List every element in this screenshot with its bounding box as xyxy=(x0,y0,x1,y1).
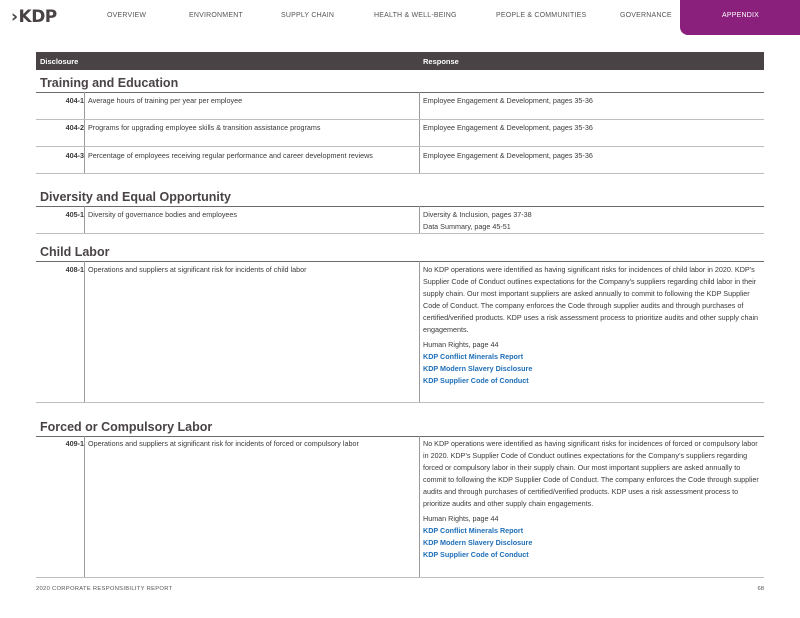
section-title-training: Training and Education xyxy=(40,76,179,90)
row-disclosure: Percentage of employees receiving regular performance and career development reviews xyxy=(88,151,373,160)
nav-supply-chain[interactable]: SUPPLY CHAIN xyxy=(281,12,335,19)
column-divider xyxy=(84,92,85,173)
column-header-disclosure: Disclosure xyxy=(40,57,79,66)
footer-page-number: 68 xyxy=(757,586,764,592)
row-code: 409-1 xyxy=(65,439,84,448)
link-conflict-minerals-report[interactable]: KDP Conflict Minerals Report xyxy=(423,526,524,535)
column-divider xyxy=(419,206,420,233)
link-modern-slavery-disclosure[interactable]: KDP Modern Slavery Disclosure xyxy=(423,364,533,373)
row-code: 404-3 xyxy=(65,151,84,160)
nav-environment[interactable]: ENVIRONMENT xyxy=(189,12,243,19)
link-modern-slavery-disclosure[interactable]: KDP Modern Slavery Disclosure xyxy=(423,538,533,547)
response-line: Data Summary, page 45-51 xyxy=(423,222,511,231)
row-response: Employee Engagement & Development, pages 35-36 xyxy=(423,123,593,132)
row-code: 408-1 xyxy=(65,265,84,274)
column-divider xyxy=(84,436,85,577)
row-response: Employee Engagement & Development, pages 35-36 xyxy=(423,151,593,160)
row-response xyxy=(423,209,763,233)
response-text: No KDP operations were identified as having significant risks for incidences of child labor in 2020. KDP’s Supplier Code of Conduct outlines expectations for the Company’s suppliers regarding child labor in their supply chain. Our most important suppliers are asked annually to commit to following the KDP Supplier Code of Conduct. The company enforces the Code through supplier audits and through purchases of certified/verified products. KDP uses a risk assessment process to prioritize audits and other supply chain engagements. xyxy=(423,265,759,334)
row-disclosure: Operations and suppliers at significant risk for incidents of forced or compulsory labor xyxy=(88,439,359,448)
response-line: Diversity & Inclusion, pages 37-38 xyxy=(423,210,532,219)
nav-health-well-being[interactable]: HEALTH & WELL-BEING xyxy=(374,12,457,19)
table-header xyxy=(36,52,764,70)
row-response xyxy=(423,264,763,387)
row-disclosure: Average hours of training per year per employee xyxy=(88,96,243,105)
divider xyxy=(36,261,764,262)
nav-people-communities[interactable]: PEOPLE & COMMUNITIES xyxy=(496,12,587,19)
response-reference: Human Rights, page 44 xyxy=(423,514,499,523)
row-code: 405-1 xyxy=(65,210,84,219)
nav-governance[interactable]: GOVERNANCE xyxy=(620,12,672,19)
nav-appendix[interactable]: APPENDIX xyxy=(680,0,800,35)
column-divider xyxy=(419,261,420,402)
divider xyxy=(36,206,764,207)
link-supplier-code-of-conduct[interactable]: KDP Supplier Code of Conduct xyxy=(423,550,529,559)
row-disclosure: Operations and suppliers at significant risk for incidents of child labor xyxy=(88,265,307,274)
column-header-response: Response xyxy=(423,57,459,66)
link-conflict-minerals-report[interactable]: KDP Conflict Minerals Report xyxy=(423,352,524,361)
row-response xyxy=(423,438,763,561)
link-supplier-code-of-conduct[interactable]: KDP Supplier Code of Conduct xyxy=(423,376,529,385)
section-title-forced-labor: Forced or Compulsory Labor xyxy=(40,420,213,434)
row-disclosure: Programs for upgrading employee skills & transition assistance programs xyxy=(88,123,321,132)
row-divider xyxy=(36,146,764,147)
row-divider xyxy=(36,173,764,174)
section-title-child-labor: Child Labor xyxy=(40,245,110,259)
column-divider xyxy=(84,206,85,233)
section-title-diversity: Diversity and Equal Opportunity xyxy=(40,190,231,204)
footer-report-title: 2020 CORPORATE RESPONSIBILITY REPORT xyxy=(36,586,173,592)
row-divider xyxy=(36,119,764,120)
response-text: No KDP operations were identified as having significant risks for incidences of forced or compulsory labor in 2020. KDP’s Supplier Code of Conduct outlines expectations for the Company’s suppliers regarding forced or compulsory labor in their supply chain. Our most important suppliers are asked annually to commit to following the KDP Supplier Code of Conduct. The company enforces the Code through supplier audits and through purchases of certified/verified products. KDP uses a risk assessment process to prioritize audits and other supply chain engagements. xyxy=(423,439,759,508)
column-divider xyxy=(419,92,420,173)
row-code: 404-1 xyxy=(65,96,84,105)
row-response: Employee Engagement & Development, pages 35-36 xyxy=(423,96,593,105)
divider xyxy=(36,436,764,437)
column-divider xyxy=(84,261,85,402)
row-divider xyxy=(36,402,764,403)
response-reference: Human Rights, page 44 xyxy=(423,340,499,349)
top-navigation xyxy=(0,0,800,35)
row-disclosure: Diversity of governance bodies and employees xyxy=(88,210,238,219)
chevron-logo-icon: › xyxy=(11,7,18,27)
divider xyxy=(36,92,764,93)
column-divider xyxy=(419,436,420,577)
nav-overview[interactable]: OVERVIEW xyxy=(107,12,147,19)
row-divider xyxy=(36,233,764,234)
row-divider xyxy=(36,577,764,578)
kdp-logo[interactable]: ›KDP xyxy=(11,7,57,27)
row-code: 404-2 xyxy=(65,123,84,132)
